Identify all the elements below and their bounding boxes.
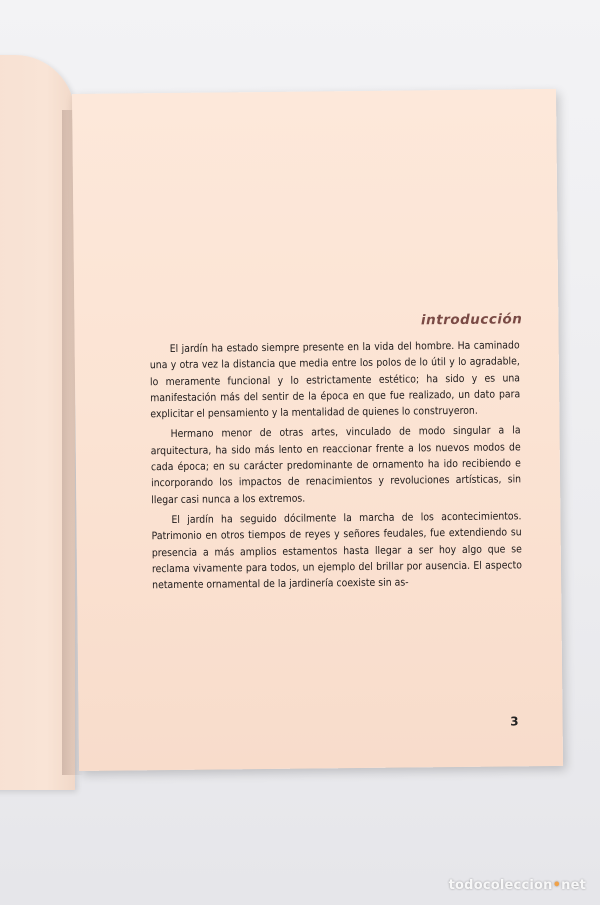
watermark — [449, 878, 586, 893]
paragraph-3: El jardín ha seguido dócilmente la marcha de los acontecimientos. Patrimonio en otros tiempos de reyes y señores feudales, fue extendiendo su presencia a más amplios estamentos hasta llegar a ser hoy algo que se reclama vivamente para todos, un ejemplo del brillar por ausencia. El aspecto netamente ornamental de la jardinería coexiste sin as- — [151, 510, 523, 592]
page-content — [72, 89, 563, 771]
body-text — [150, 337, 523, 597]
section-title: introducción — [420, 311, 523, 329]
paragraph-2: Hermano menor de otras artes, vinculado de modo singular a la arquitectura, ha sido más lento en reaccionar frente a los nuevos modos de cada época; en su carácter predominante de ornamento ha ido recibiendo e incorporando los impactos de renacimientos y revoluciones artísticas, sin llegar casi nunca a los extremos. — [150, 424, 522, 506]
book-page — [72, 89, 563, 771]
watermark-dot: • — [552, 878, 562, 893]
page-number: 3 — [510, 714, 519, 729]
watermark-suffix: net — [561, 878, 586, 893]
paragraph-1: El jardín ha estado siempre presente en la vida del hombre. Ha caminado una y otra vez la distancia que media entre los polos de lo útil y lo agradable, lo meramente funcional y lo estrictamente estético; ha sido y es una manifestación más del sentir de la época en que fue realizado, un dato para explicitar el pensamiento y la mentalidad de quienes lo construyeron. — [149, 339, 521, 421]
watermark-text: todocoleccion — [448, 878, 553, 893]
